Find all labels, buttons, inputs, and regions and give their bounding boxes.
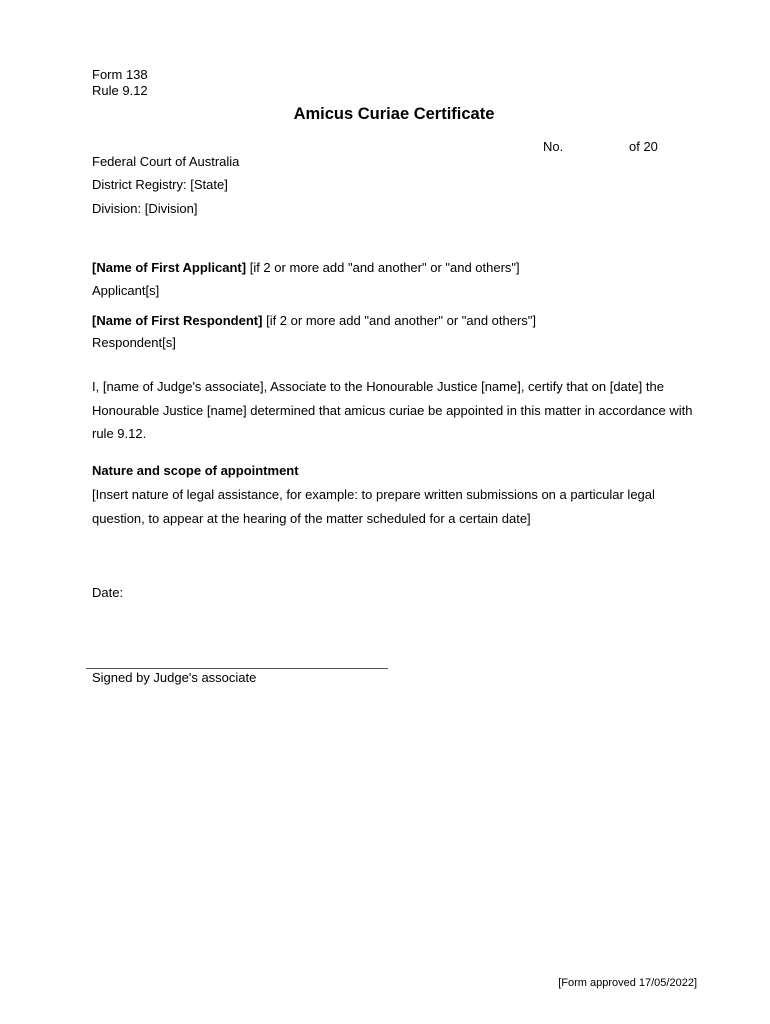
respondent-line — [92, 313, 536, 329]
appointment-body: [Insert nature of legal assistance, for example: to prepare written submissions on a particular legal question, to appear at the hearing of the matter scheduled for a certain date] — [92, 487, 655, 526]
date-label: Date: — [92, 585, 124, 600]
respondent-note: [if 2 or more add "and another" or "and others"] — [262, 313, 537, 328]
signature-line — [86, 668, 388, 669]
district-registry: District Registry: [State] — [92, 177, 228, 192]
applicant-role: Applicant[s] — [92, 283, 160, 298]
document-title: Amicus Curiae Certificate — [293, 105, 495, 123]
division: Division: [Division] — [92, 201, 198, 216]
certification-paragraph: I, [name of Judge's associate], Associate to the Honourable Justice [name], certify that on [date] the Honourable Justice [name] determined that amicus curiae be appointed in this matter in accordance with rule 9.12. — [92, 379, 693, 441]
signature-label: Signed by Judge's associate — [92, 670, 257, 685]
applicant-name: [Name of First Applicant] — [92, 260, 247, 275]
file-number-label: No. — [543, 139, 564, 154]
applicant-note: [if 2 or more add "and another" or "and others"] — [246, 260, 520, 275]
appointment-heading: Nature and scope of appointment — [92, 463, 299, 478]
form-approval-footer: [Form approved 17/05/2022] — [558, 977, 697, 989]
respondent-name: [Name of First Respondent] — [92, 313, 263, 328]
file-year-label: of 20 — [629, 139, 658, 154]
form-number: Form 138 — [92, 67, 148, 82]
respondent-role: Respondent[s] — [92, 335, 176, 350]
applicant-line — [92, 260, 520, 276]
rule-number: Rule 9.12 — [92, 83, 148, 98]
court-name: Federal Court of Australia — [92, 154, 240, 169]
